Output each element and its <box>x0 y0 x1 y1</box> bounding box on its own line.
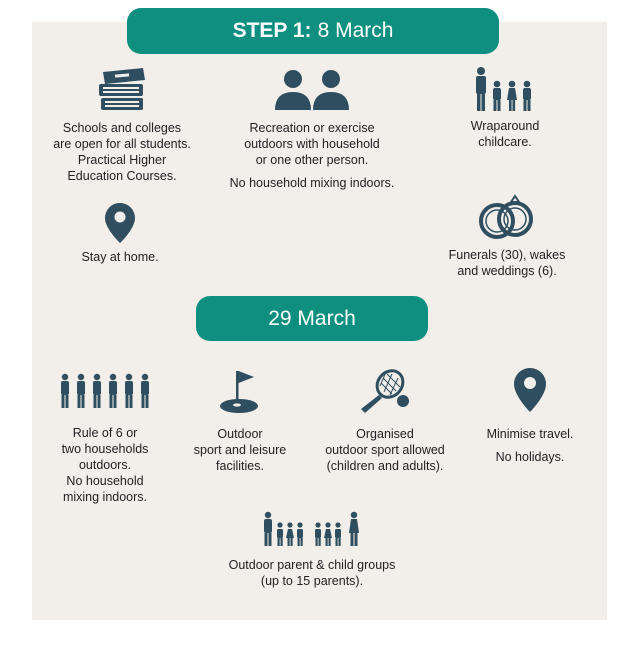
step1-title-date: 8 March <box>317 19 394 42</box>
golf-flag-icon <box>218 368 262 414</box>
childcare-line1: Wraparound <box>470 119 540 133</box>
step1-title-bold: STEP 1: <box>232 19 312 42</box>
item-recreation <box>212 68 412 191</box>
location-pin-icon <box>514 368 546 412</box>
parent-child-line2: (up to 15 parents). <box>260 574 364 588</box>
rule-line3: outdoors. <box>78 458 132 472</box>
stay-home-text: Stay at home. <box>81 250 159 264</box>
organised-line1: Organised <box>356 427 414 441</box>
item-childcare <box>440 66 570 150</box>
outdoor-line3: facilities. <box>216 459 264 473</box>
travel-note: No holidays. <box>495 450 565 464</box>
outdoor-line2: sport and leisure <box>193 443 287 457</box>
parent-child-groups-icon <box>262 511 362 547</box>
funerals-line1: Funerals (30), wakes <box>448 248 566 262</box>
organised-line3: (children and adults). <box>326 459 444 473</box>
step2-banner <box>196 296 428 341</box>
childcare-line2: childcare. <box>478 135 532 149</box>
rule-line4: No household <box>66 474 144 488</box>
item-schools <box>42 68 202 184</box>
wedding-rings-icon <box>475 193 539 241</box>
travel-line1: Minimise travel. <box>486 427 574 441</box>
item-stay-home <box>60 203 180 265</box>
family-icon <box>472 66 538 114</box>
item-funerals <box>432 193 582 279</box>
schools-line2: are open for all students. <box>53 137 191 151</box>
funerals-line2: and weddings (6). <box>457 264 557 278</box>
schools-line3: Practical Higher <box>77 153 167 167</box>
recreation-line3: or one other person. <box>255 153 369 167</box>
rule-line2: two households <box>61 442 149 456</box>
tennis-racket-icon <box>359 368 411 414</box>
step1-banner <box>127 8 499 54</box>
recreation-line2: outdoors with household <box>244 137 380 151</box>
schools-line4: Education Courses. <box>67 169 177 183</box>
item-parent-child-groups <box>207 511 417 589</box>
six-people-icon <box>57 373 153 409</box>
schools-line1: Schools and colleges <box>62 121 182 135</box>
item-outdoor-sport <box>180 368 300 474</box>
recreation-note: No household mixing indoors. <box>229 176 395 190</box>
item-rule-of-six <box>40 373 170 505</box>
location-pin-icon <box>105 203 135 243</box>
rule-line5: mixing indoors. <box>62 490 148 504</box>
parent-child-line1: Outdoor parent & child groups <box>228 558 396 572</box>
rule-line1: Rule of 6 or <box>72 426 138 440</box>
item-minimise-travel <box>470 368 590 465</box>
organised-line2: outdoor sport allowed <box>325 443 445 457</box>
step2-title: 29 March <box>268 306 356 330</box>
recreation-line1: Recreation or exercise <box>249 121 375 135</box>
item-organised-sport <box>310 368 460 474</box>
two-people-icon <box>273 68 351 114</box>
books-icon <box>95 68 149 114</box>
outdoor-line1: Outdoor <box>217 427 263 441</box>
